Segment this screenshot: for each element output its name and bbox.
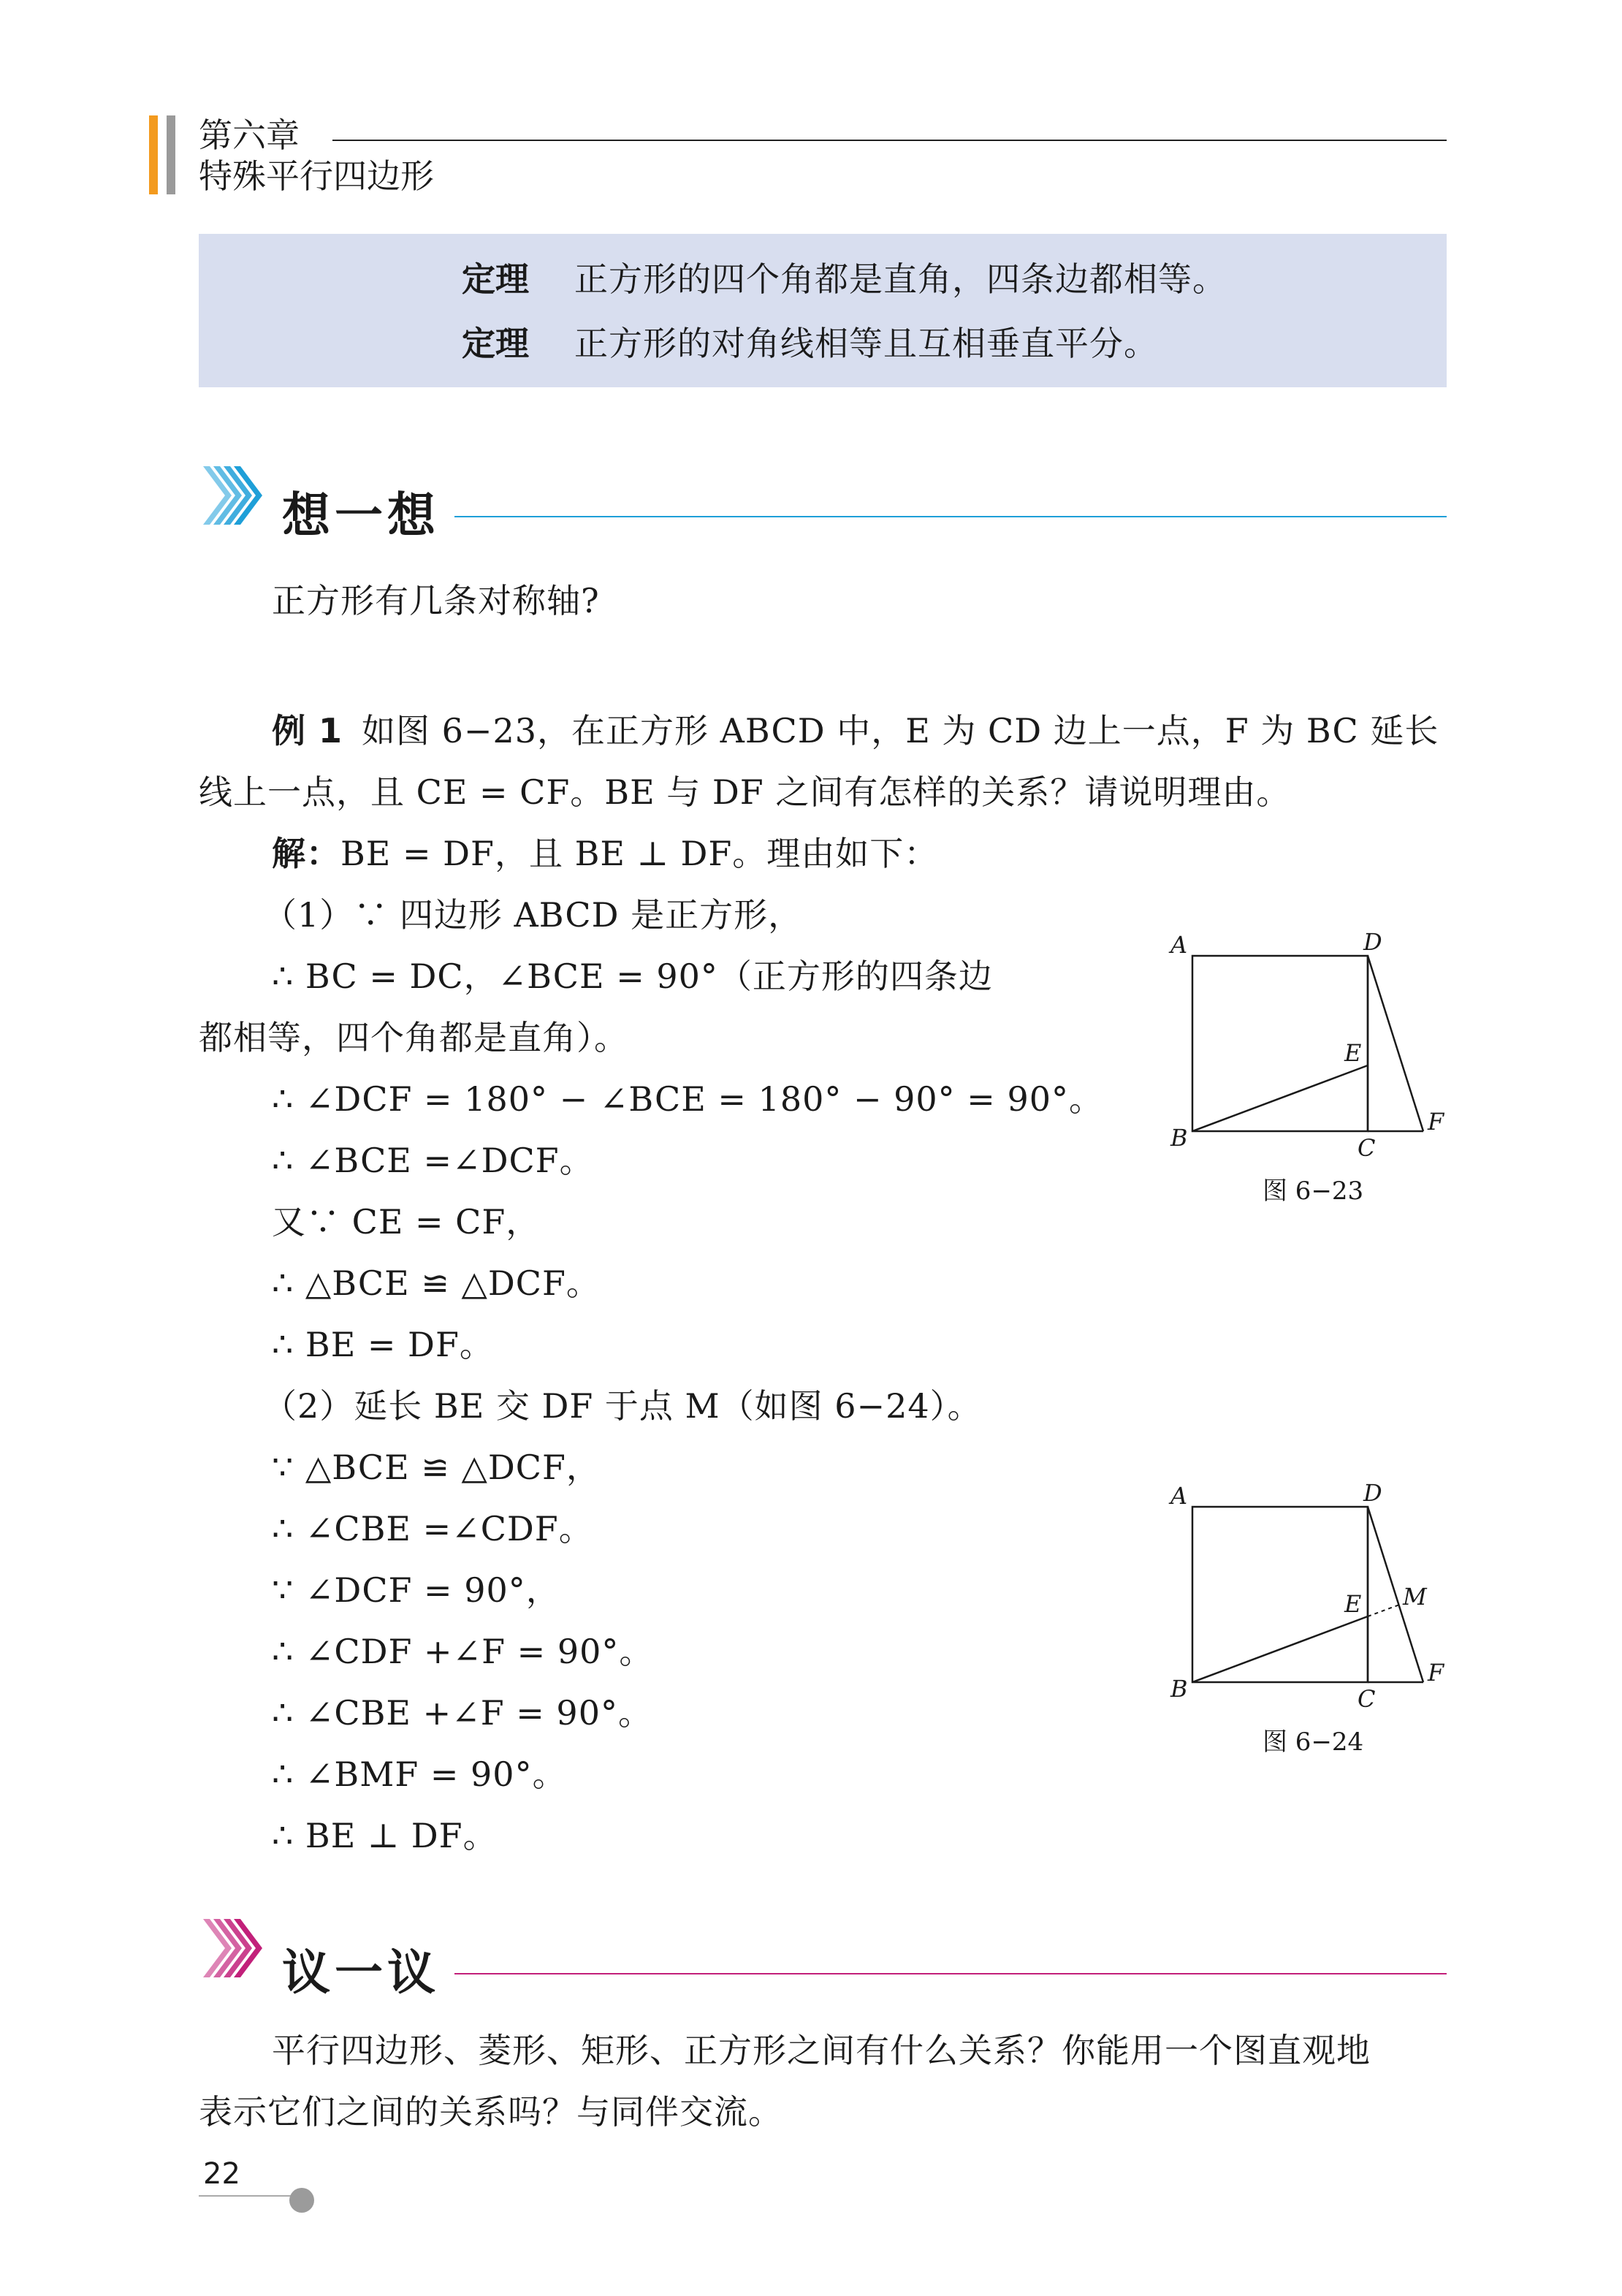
label-d: D bbox=[1363, 1479, 1382, 1507]
proof-line: （2）延长 BE 交 DF 于点 M（如图 6−24）。 bbox=[263, 1386, 982, 1426]
proof-line: ∴ BC = DC，∠BCE = 90°（正方形的四条边 bbox=[272, 957, 993, 996]
proof-line: ∴ BE ⊥ DF。 bbox=[272, 1816, 498, 1855]
chapter-title: 特殊平行四边形 bbox=[199, 156, 434, 196]
square-abcd bbox=[1192, 1507, 1368, 1682]
discuss-section-title: 议一议 bbox=[282, 1944, 440, 2001]
example-text-1: 如图 6−23，在正方形 ABCD 中，E 为 CD 边上一点，F 为 BC 延长 bbox=[362, 711, 1439, 750]
solution-head: BE = DF，且 BE ⊥ DF。理由如下： bbox=[340, 834, 939, 873]
proof-line: 都相等，四个角都是直角）。 bbox=[199, 1018, 628, 1057]
segment-em-dotted bbox=[1368, 1604, 1401, 1616]
theorem-tag: 定理 bbox=[462, 324, 529, 363]
theorem-1 bbox=[199, 257, 1447, 301]
figure-caption: 图 6−23 bbox=[1263, 1176, 1364, 1206]
theorem-2 bbox=[199, 322, 1447, 365]
label-b: B bbox=[1170, 1124, 1188, 1152]
proof-line: ∴ ∠BCE =∠DCF。 bbox=[272, 1141, 594, 1180]
segment-df bbox=[1368, 956, 1423, 1131]
chevron-arrows-icon bbox=[197, 1913, 270, 1986]
proof-line: ∴ ∠CDF +∠F = 90°。 bbox=[272, 1632, 654, 1671]
page-dot bbox=[289, 2188, 314, 2213]
chevron-arrows-icon bbox=[197, 460, 270, 533]
header-accent-gray bbox=[167, 115, 175, 194]
proof-line: ∵ △BCE ≌ △DCF， bbox=[272, 1448, 601, 1487]
chapter-label: 第六章 bbox=[199, 115, 300, 155]
proof-line: （1）∵ 四边形 ABCD 是正方形， bbox=[263, 895, 803, 935]
page-number: 22 bbox=[203, 2157, 240, 2191]
label-a: A bbox=[1170, 1482, 1188, 1510]
label-m: M bbox=[1403, 1583, 1427, 1611]
example-line-2: 线上一点，且 CE = CF。BE 与 DF 之间有怎样的关系？请说明理由。 bbox=[199, 772, 1291, 812]
proof-line: ∴ △BCE ≌ △DCF。 bbox=[272, 1263, 601, 1303]
label-a: A bbox=[1170, 931, 1188, 959]
segment-be bbox=[1192, 1065, 1368, 1131]
label-f: F bbox=[1428, 1659, 1444, 1687]
figure-6-23 bbox=[1154, 921, 1461, 1169]
theorem-text: 正方形的四个角都是直角，四条边都相等。 bbox=[574, 259, 1227, 299]
chevron-stripe bbox=[203, 1919, 232, 1977]
solution-label: 解： bbox=[272, 834, 340, 873]
theorem-box bbox=[199, 234, 1447, 387]
figure-caption: 图 6−24 bbox=[1263, 1727, 1364, 1757]
think-section-rule bbox=[454, 516, 1447, 517]
proof-line: ∴ BE = DF。 bbox=[272, 1325, 494, 1364]
label-e: E bbox=[1344, 1590, 1362, 1618]
page-number-rule bbox=[199, 2195, 294, 2197]
discuss-line-2: 表示它们之间的关系吗？与同伴交流。 bbox=[199, 2092, 783, 2132]
proof-line: ∴ ∠BMF = 90°。 bbox=[272, 1755, 567, 1794]
discuss-line-1: 平行四边形、菱形、矩形、正方形之间有什么关系？你能用一个图直观地 bbox=[272, 2031, 1371, 2070]
proof-line: ∵ ∠DCF = 90°， bbox=[272, 1570, 560, 1610]
think-question: 正方形有几条对称轴? bbox=[272, 581, 600, 620]
segment-be bbox=[1192, 1616, 1368, 1682]
proof-line: ∴ ∠CBE =∠CDF。 bbox=[272, 1509, 593, 1548]
square-abcd bbox=[1192, 956, 1368, 1131]
theorem-tag: 定理 bbox=[462, 259, 529, 299]
solution-line bbox=[272, 832, 938, 875]
header-accent-orange bbox=[149, 115, 158, 194]
proof-line: 又∵ CE = CF， bbox=[272, 1202, 541, 1242]
header-rule bbox=[332, 140, 1447, 141]
theorem-text: 正方形的对角线相等且互相垂直平分。 bbox=[574, 324, 1158, 363]
think-section-title: 想一想 bbox=[282, 487, 440, 544]
figure-6-24 bbox=[1154, 1472, 1461, 1720]
label-c: C bbox=[1358, 1685, 1376, 1713]
label-d: D bbox=[1363, 928, 1382, 956]
label-f: F bbox=[1428, 1108, 1444, 1136]
proof-line: ∴ ∠DCF = 180° − ∠BCE = 180° − 90° = 90°。 bbox=[272, 1079, 1104, 1119]
example-label: 例 1 bbox=[272, 711, 343, 750]
label-c: C bbox=[1358, 1134, 1376, 1162]
example-line-1 bbox=[272, 709, 1439, 753]
discuss-section-rule bbox=[454, 1973, 1447, 1974]
label-e: E bbox=[1344, 1039, 1362, 1067]
label-b: B bbox=[1170, 1675, 1188, 1703]
proof-line: ∴ ∠CBE +∠F = 90°。 bbox=[272, 1693, 652, 1733]
chevron-stripe bbox=[203, 466, 232, 525]
